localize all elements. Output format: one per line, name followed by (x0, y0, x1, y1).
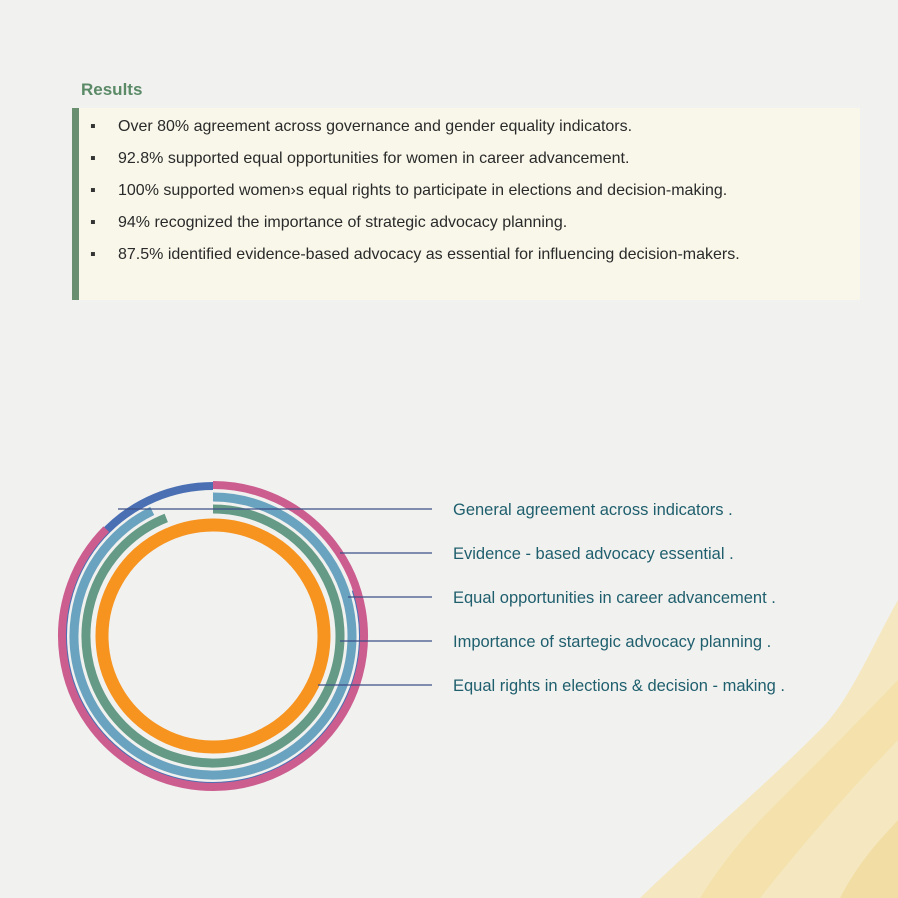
chart-legend-label: General agreement across indicators . (453, 501, 733, 519)
bullet-icon: ▪ (90, 182, 96, 199)
chart-arc (102, 525, 324, 747)
results-item-text: 92.8% supported equal opportunities for women in career advancement. (118, 150, 630, 167)
results-item-text: 100% supported women›s equal rights to participate in elections and decision-making. (118, 182, 728, 199)
chart-legend-label: Importance of startegic advocacy planning . (453, 633, 772, 651)
chart-series-4 (102, 525, 324, 747)
bullet-icon: ▪ (90, 150, 96, 167)
results-item-text: Over 80% agreement across governance and gender equality indicators. (118, 118, 633, 135)
chart-series-3 (86, 509, 340, 763)
bullet-icon: ▪ (90, 118, 96, 135)
results-title: Results (81, 80, 143, 99)
bullet-icon: ▪ (90, 214, 96, 231)
bullet-icon: ▪ (90, 246, 96, 263)
chart-series-2 (74, 497, 352, 775)
results-item-text: 94% recognized the importance of strategic advocacy planning. (118, 214, 568, 231)
results-item-text: 87.5% identified evidence-based advocacy as essential for influencing decision-makers. (118, 246, 740, 263)
chart-arc (74, 497, 352, 775)
chart-arc (86, 509, 340, 763)
chart-legend-label: Equal opportunities in career advancement . (453, 589, 776, 607)
chart-legend-label: Equal rights in elections & decision - making . (453, 677, 785, 695)
chart-legend-label: Evidence - based advocacy essential . (453, 545, 734, 563)
